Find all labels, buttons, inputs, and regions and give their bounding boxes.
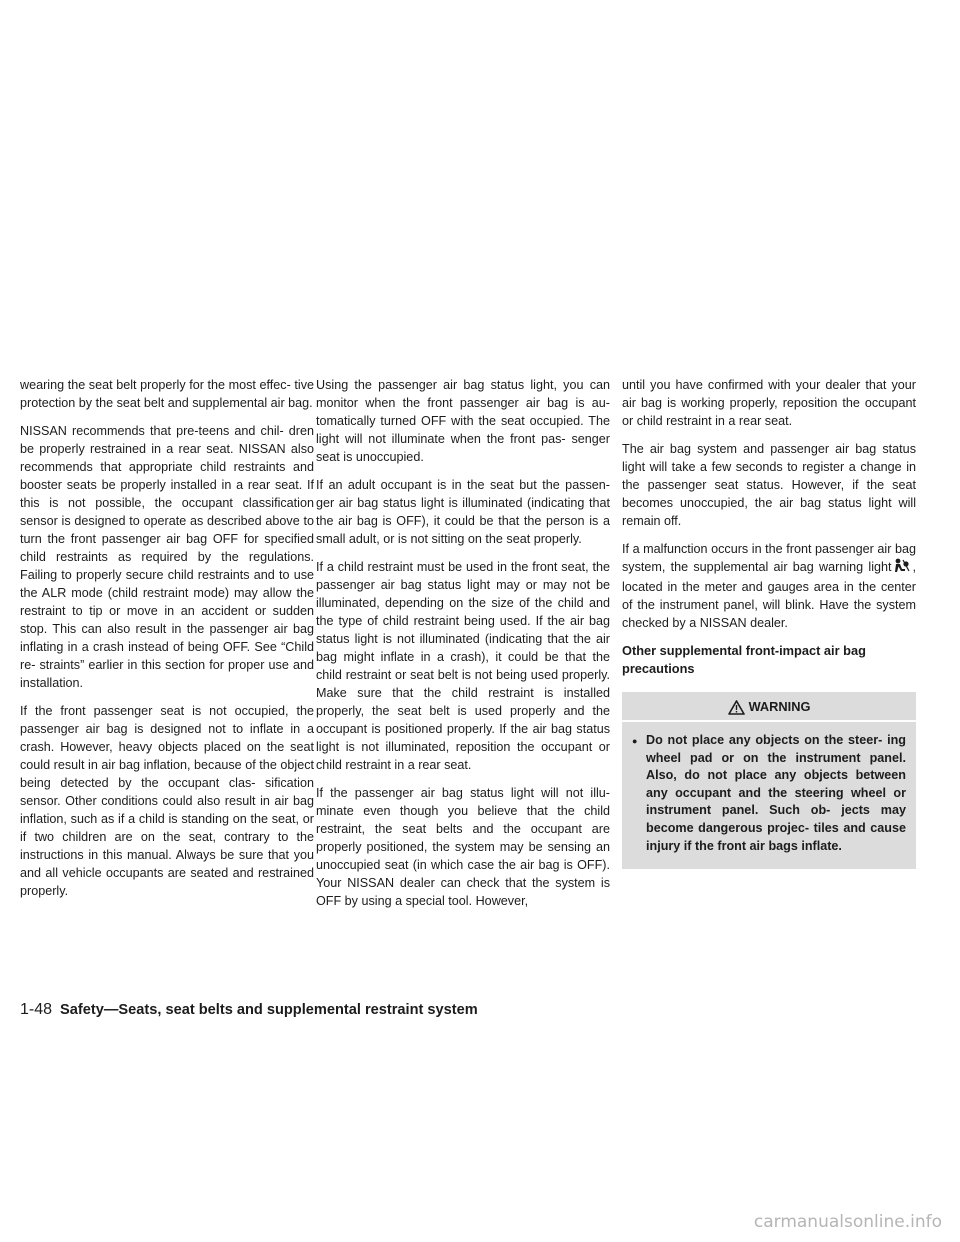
paragraph: Using the passenger air bag status light, you can monitor when the front passenger air bag is au- tomatically turned OFF with the seat occupied. The light will not illuminate when the front pas- senger seat is unoccupied. — [316, 378, 610, 464]
warning-item — [632, 732, 906, 855]
paragraph-with-icon — [622, 540, 916, 632]
column-3 — [622, 376, 916, 869]
paragraph-text: , located in the meter and gauges area in the center of the instrument panel, will blink. Have the system checked by a NISSAN dealer. — [622, 560, 916, 630]
page-number: 1-48 — [20, 1001, 53, 1018]
paragraph: If an adult occupant is in the seat but the passen- ger air bag status light is illuminated (indicating that the air bag is OFF), it could be that the person is a small adult, or is not sitting on the seat properly. — [316, 478, 610, 546]
warning-triangle-icon — [728, 700, 745, 715]
section-heading: Other supplemental front-impact air bag precautions — [622, 643, 866, 676]
warning-box — [622, 692, 916, 869]
section-title: Safety—Seats, seat belts and supplemental restraint system — [60, 1002, 478, 1018]
watermark: carmanualsonline.info — [753, 1212, 942, 1232]
warning-title — [622, 692, 916, 722]
column-1 — [20, 376, 314, 910]
paragraph: NISSAN recommends that pre-teens and chil- dren be properly restrained in a rear seat. NISSAN also recommends that appropriate child restraints and booster seats be properly installed in a rear seat. If this is not possible, the occupant classification sensor is designed to operate as described above to turn the front passenger air bag OFF for specified child restraints as required by the regulations. Failing to properly secure child restraints and to use the ALR mode (child restraint mode) may allow the restraint to tip or move in an accident or sudden stop. This can also result in the passenger air bag inflating in a crash instead of being OFF. See “Child re- straints” earlier in this section for proper use and installation. — [20, 424, 314, 690]
airbag-warning-icon — [894, 558, 910, 578]
paragraph: If the passenger air bag status light will not illu- minate even though you believe that the child restraint, the seat belts and the occupant are properly positioned, the system may be sensing an unoccupied seat (in which case the air bag is OFF). Your NISSAN dealer can check that the system is OFF by using a special tool. However, — [316, 786, 610, 908]
warning-label: WARNING — [748, 699, 811, 714]
paragraph-text: If a malfunction occurs in the front passenger air bag system, the supplemental air bag warning light — [622, 542, 916, 574]
paragraph: wearing the seat belt properly for the most effec- tive protection by the seat belt and supplemental air bag. — [20, 378, 314, 410]
column-2 — [316, 376, 610, 920]
paragraph: The air bag system and passenger air bag status light will take a few seconds to register a change in the passenger seat status. However, if the seat becomes unoccupied, the air bag status light will remain off. — [622, 442, 916, 528]
paragraph: If the front passenger seat is not occupied, the passenger air bag is designed not to inflate in a crash. However, heavy objects placed on the seat could result in air bag inflation, because of the object being detected by the occupant clas- sification sensor. Other conditions could also result in air bag inflation, such as if a child is standing on the seat, or if two children are on the seat, contrary to the instructions in this manual. Always be sure that you and all vehicle occupants are seated and restrained properly. — [20, 704, 314, 898]
page-footer — [20, 1000, 478, 1020]
paragraph: until you have confirmed with your dealer that your air bag is working properly, reposition the occupant or child restraint in a rear seat. — [622, 378, 916, 428]
warning-text: Do not place any objects on the steer- ing wheel pad or on the instrument panel. Also, do not place any objects between any occupant and the steering wheel or instrument panel. Such ob- jects may become dangerous projec- tiles and cause injury if the front air bags inflate. — [646, 733, 906, 853]
paragraph: If a child restraint must be used in the front seat, the passenger air bag status light may or may not be illuminated, depending on the size of the child and the type of child restraint being used. If the air bag status light is not illuminated (indicating that the air bag might inflate in a crash), it could be that the child restraint or seat belt is not being used properly. Make sure that the child restraint is installed properly, the seat belt is used properly and the occupant is positioned properly. If the air bag status light is not illuminated, reposition the occupant or child restraint in a rear seat. — [316, 560, 610, 772]
bullet-icon: ● — [632, 736, 638, 746]
